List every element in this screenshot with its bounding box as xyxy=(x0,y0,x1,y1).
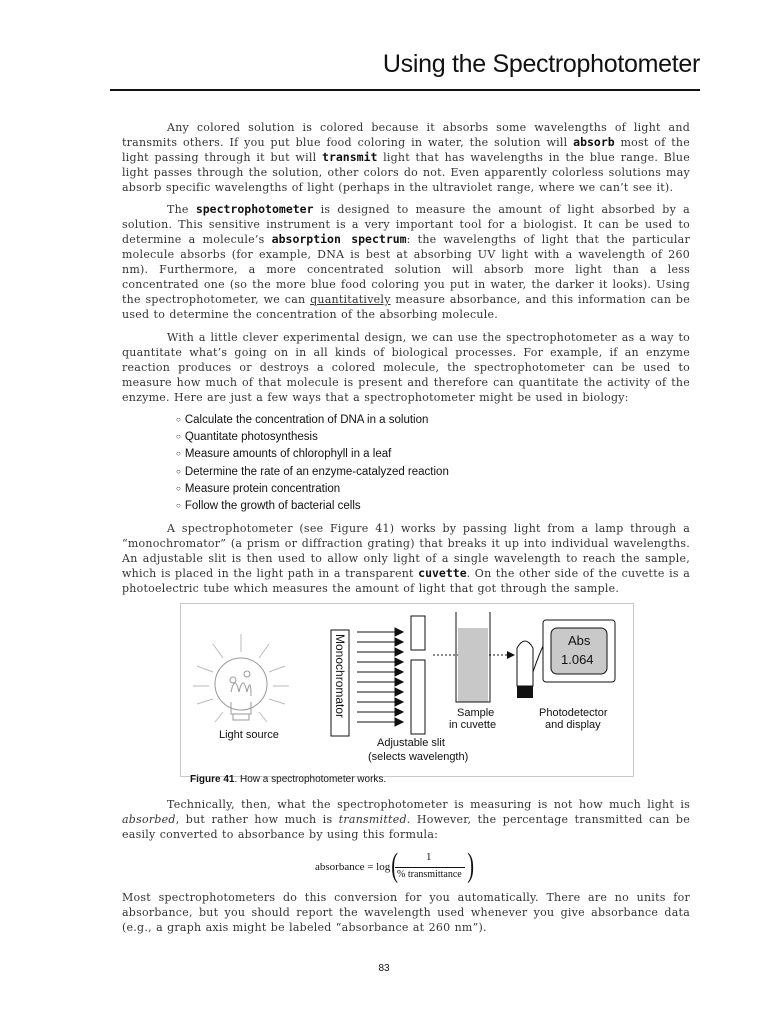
term-cuvette: cuvette xyxy=(418,566,467,580)
paragraph-transmitted xyxy=(122,797,690,842)
caption-text: . How a spectrophotometer works. xyxy=(234,774,387,785)
display-abs-label: Abs xyxy=(568,633,591,648)
text: light that has wavelengths in the blue range. Blue light passes through the solution, other colors do not. Even apparently colorless solutions may absorb specific wavelengths of light (perhaps in the ultraviolet range, where we can’t see it). xyxy=(122,151,690,194)
formula-right-paren: ) xyxy=(467,847,475,884)
formula-denominator: % transmittance xyxy=(397,869,462,880)
term-absorption-spectrum: absorption spectrum xyxy=(271,232,407,246)
detector-label-line2: and display xyxy=(545,719,601,731)
page-number: 83 xyxy=(378,963,390,974)
text: , but rather how much is xyxy=(175,813,339,826)
formula-fraction-bar xyxy=(395,867,465,868)
text: A spectrophotometer (see Figure 41) works by passing light from a lamp through a “monochromator” (a prism or diffraction grating) that breaks it up into individual wavelengths. An adjustable slit is then used to allow only light of a single wavelength to reach the sample, which is placed in the light path in a transparent xyxy=(122,522,690,580)
display-abs-value: 1.064 xyxy=(561,652,594,667)
list-item: ○ Determine the rate of an enzyme-catalyzed reaction xyxy=(176,464,449,481)
emphasis-absorbed: absorbed xyxy=(122,813,176,826)
emphasis-transmitted: transmitted xyxy=(338,813,407,826)
wavelength-arrows xyxy=(357,628,403,726)
figure-caption xyxy=(190,774,386,785)
text: : the wavelengths of light that the particular molecule absorbs (for example, DNA is best at absorbing UV light with a wavelength of 260 nm). Furthermore, a more concentrated solution will absorb more light than a less concentrated one (so the more blue food coloring you put in water, the darker it looks). Using the spectrophotometer, we can xyxy=(122,233,690,306)
text: . On the other side of the cuvette is a photoelectric tube which measures the amount of light that got through the sample. xyxy=(122,567,690,595)
text: . However, the percentage transmitted can be easily converted to absorbance by using this formula: xyxy=(122,813,690,841)
lamp-bulb-icon xyxy=(215,658,267,720)
slit-lower xyxy=(411,660,425,734)
paragraph-conversion xyxy=(122,890,690,935)
light-source-label: Light source xyxy=(219,729,279,741)
figure-41-diagram xyxy=(180,603,634,777)
term-spectrophotometer: spectrophotometer xyxy=(195,202,314,216)
paragraph-experimental-design xyxy=(122,330,690,405)
slit-upper xyxy=(411,616,425,650)
light-rays xyxy=(193,634,289,722)
paragraph-spectrophotometer xyxy=(122,202,690,322)
cuvette-liquid xyxy=(458,628,488,702)
sample-label-line2: in cuvette xyxy=(449,719,497,731)
paragraph-intro xyxy=(122,120,690,195)
spectrophotometer-diagram xyxy=(181,604,633,776)
photodetector-base xyxy=(517,686,533,698)
text: is designed to measure the amount of light absorbed by a solution. This sensitive instrument is a very important tool for a biologist. It can be used to determine a molecule’s xyxy=(122,203,690,246)
text: Any colored solution is colored because it absorbs some wavelengths of light and transmits others. If you put blue food coloring in water, the solution will xyxy=(122,121,690,149)
text: Technically, then, what the spectrophotometer is measuring is not how much light is xyxy=(167,798,690,811)
uses-list xyxy=(176,412,449,515)
text: most of the light passing through it but will xyxy=(122,136,690,164)
slit-label-line2: (selects wavelength) xyxy=(368,751,469,763)
page-title: Using the Spectrophotometer xyxy=(382,50,700,78)
photodetector-tube xyxy=(517,641,533,686)
term-absorb: absorb xyxy=(573,135,615,149)
monochromator-label: Monochromator xyxy=(333,634,347,719)
list-item: ○ Quantitate photosynthesis xyxy=(176,429,449,446)
text: With a little clever experimental design, we can use the spectrophotometer as a way to quantitate what’s going on in all kinds of biological processes. For example, if an enzyme reaction produces or destroys a colored molecule, the spectrophotometer can be used to measure how much of that molecule is present and therefore can quantitate the activity of the enzyme. Here are just a few ways that a spectrophotometer might be used in biology: xyxy=(122,331,690,404)
title-rule xyxy=(110,89,700,91)
list-item: ○ Measure amounts of chlorophyll in a leaf xyxy=(176,446,449,463)
formula-lhs: absorbance = log xyxy=(315,861,391,873)
caption-label: Figure 41 xyxy=(190,774,235,785)
formula-left-paren: ( xyxy=(391,847,399,884)
list-item: ○ Follow the growth of bacterial cells xyxy=(176,498,449,515)
formula-numerator: 1 xyxy=(426,851,432,863)
list-item: ○ Calculate the concentration of DNA in a solution xyxy=(176,412,449,429)
text: Most spectrophotometers do this conversion for you automatically. There are no units for absorbance, but you should report the wavelength used whenever you give absorbance data (e.g., a graph axis might be labeled “absorbance at 260 nm”). xyxy=(122,891,690,934)
detector-label-line1: Photodetector xyxy=(539,707,608,719)
absorbance-formula xyxy=(315,847,475,885)
text: measure absorbance, and this information can be used to determine the concentration of the absorbing molecule. xyxy=(122,293,690,321)
slit-label-line1: Adjustable slit xyxy=(377,737,445,749)
text: The xyxy=(167,203,196,216)
list-item: ○ Measure protein concentration xyxy=(176,481,449,498)
sample-label-line1: Sample xyxy=(457,707,495,719)
underlined-quantitatively: quantitatively xyxy=(310,293,391,306)
term-transmit: transmit xyxy=(322,150,378,164)
paragraph-how-it-works xyxy=(122,521,690,596)
